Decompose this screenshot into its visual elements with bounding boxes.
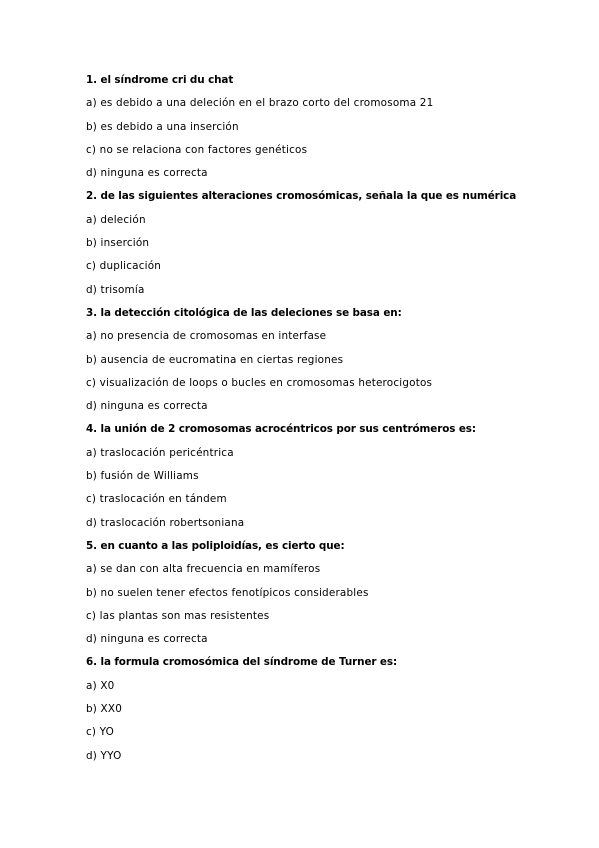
option-a: a) se dan con alta frecuencia en mamíferos bbox=[86, 563, 321, 576]
question-title: 4. la unión de 2 cromosomas acrocéntricos por sus centrómeros es: bbox=[86, 423, 476, 436]
option-c: c) no se relaciona con factores genéticos bbox=[86, 143, 308, 156]
option-a: a) es debido a una deleción en el brazo corto del cromosoma 21 bbox=[86, 97, 434, 110]
option-d: d) ninguna es correcta bbox=[86, 633, 208, 646]
option-a: a) X0 bbox=[86, 679, 115, 692]
question-title: 5. en cuanto a las poliploidías, es cierto que: bbox=[86, 539, 345, 552]
option-b: b) es debido a una inserción bbox=[86, 120, 239, 133]
option-a: a) traslocación pericéntrica bbox=[86, 446, 234, 459]
question-title: 1. el síndrome cri du chat bbox=[86, 74, 234, 86]
question-2 bbox=[86, 185, 566, 301]
option-c: c) YO bbox=[86, 726, 115, 739]
option-c: c) duplicación bbox=[86, 260, 162, 273]
option-d: d) YYO bbox=[86, 749, 122, 762]
question-title: 3. la detección citológica de las deleciones se basa en: bbox=[86, 306, 402, 319]
quiz bbox=[86, 69, 566, 768]
option-d: d) trisomía bbox=[86, 283, 145, 296]
option-c: c) traslocación en tándem bbox=[86, 493, 227, 506]
option-a: a) deleción bbox=[86, 213, 146, 226]
question-6 bbox=[86, 651, 566, 767]
option-b: b) XX0 bbox=[86, 703, 122, 716]
option-a: a) no presencia de cromosomas en interfase bbox=[86, 330, 327, 343]
option-c: c) las plantas son mas resistentes bbox=[86, 609, 270, 622]
question-5 bbox=[86, 535, 566, 651]
option-d: d) traslocación robertsoniana bbox=[86, 516, 245, 529]
question-3 bbox=[86, 302, 566, 418]
question-1 bbox=[86, 69, 566, 185]
option-b: b) fusión de Williams bbox=[86, 470, 199, 483]
question-title: 6. la formula cromosómica del síndrome de Turner es: bbox=[86, 656, 398, 669]
option-b: b) no suelen tener efectos fenotípicos considerables bbox=[86, 586, 369, 599]
question-4 bbox=[86, 418, 566, 534]
option-d: d) ninguna es correcta bbox=[86, 167, 208, 180]
question-title: 2. de las siguientes alteraciones cromosómicas, señala la que es numérica bbox=[86, 190, 517, 203]
option-c: c) visualización de loops o bucles en cromosomas heterocigotos bbox=[86, 376, 433, 389]
option-b: b) inserción bbox=[86, 237, 150, 250]
option-b: b) ausencia de eucromatina en ciertas regiones bbox=[86, 353, 344, 366]
option-d: d) ninguna es correcta bbox=[86, 400, 208, 413]
